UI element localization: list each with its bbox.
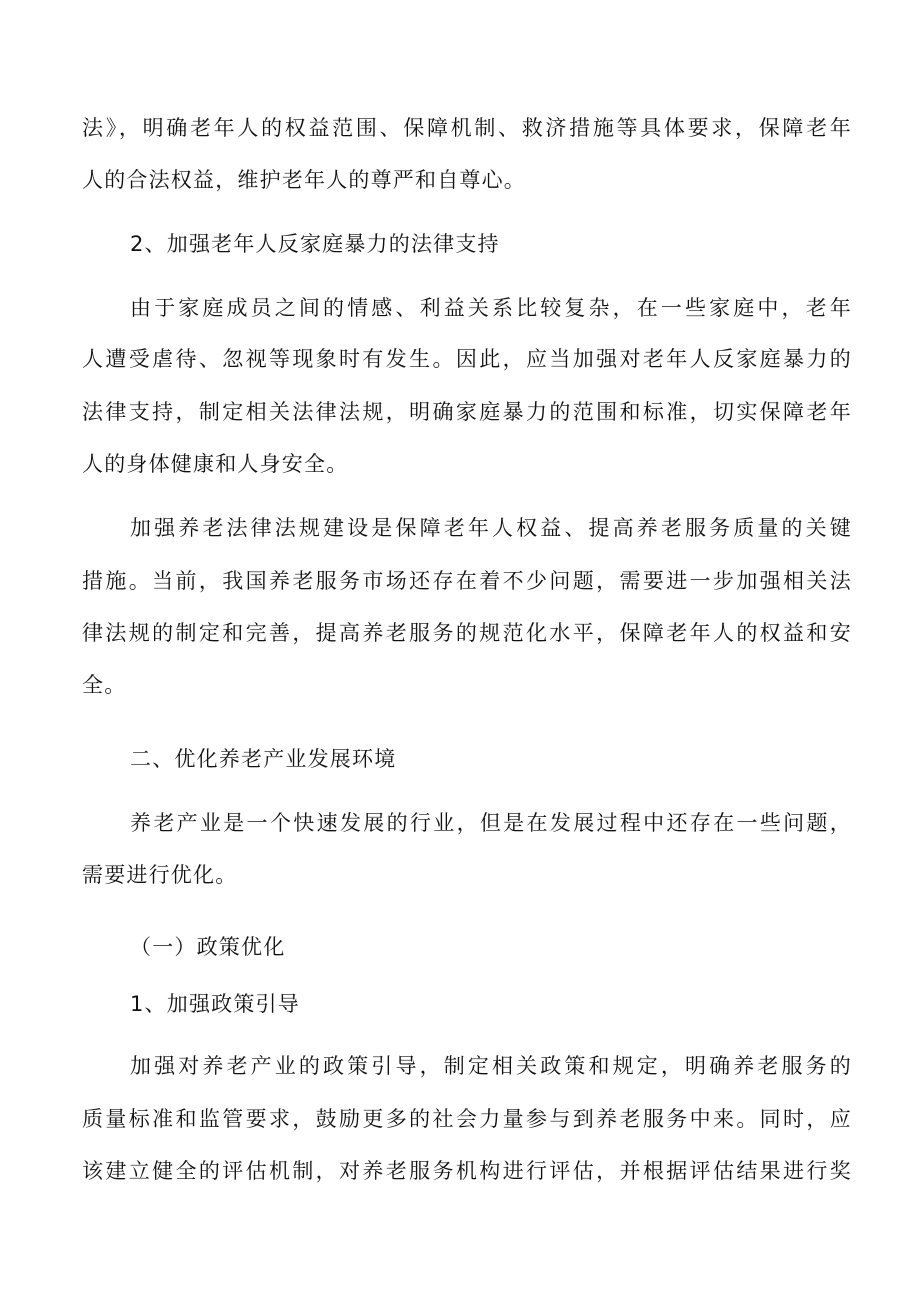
subheading: 2、加强老年人反家庭暴力的法律支持 (130, 232, 500, 256)
paragraph-line: 加强养老法律法规建设是保障老年人权益、提高养老服务质量的关键 (130, 516, 852, 540)
paragraph-line: 人遭受虐待、忽视等现象时有发生。因此，应当加强对老年人反家庭暴力的 (82, 347, 852, 371)
paragraph-line: 由于家庭成员之间的情感、利益关系比较复杂，在一些家庭中，老年 (130, 296, 852, 320)
paragraph-line: 人的合法权益，维护老年人的尊严和自尊心。 (82, 168, 526, 192)
subsection-heading: （一）政策优化 (130, 935, 286, 959)
section-heading: 二、优化养老产业发展环境 (130, 747, 397, 771)
paragraph-line: 全。 (82, 673, 127, 697)
paragraph-line: 需要进行优化。 (82, 863, 238, 887)
paragraph-line: 质量标准和监管要求，鼓励更多的社会力量参与到养老服务中来。同时，应 (82, 1107, 852, 1131)
paragraph-line: 养老产业是一个快速发展的行业，但是在发展过程中还存在一些问题， (130, 811, 852, 835)
paragraph-line: 法》，明确老年人的权益范围、保障机制、救济措施等具体要求，保障老年 (82, 116, 852, 140)
subheading: 1、加强政策引导 (130, 992, 300, 1016)
paragraph-line: 法律支持，制定相关法律法规，明确家庭暴力的范围和标准，切实保障老年 (82, 400, 852, 424)
paragraph-line: 加强对养老产业的政策引导，制定相关政策和规定，明确养老服务的 (130, 1054, 852, 1078)
paragraph-line: 律法规的制定和完善，提高养老服务的规范化水平，保障老年人的权益和安 (82, 621, 852, 645)
paragraph-line: 措施。当前，我国养老服务市场还存在着不少问题，需要进一步加强相关法 (82, 569, 852, 593)
paragraph-line: 人的身体健康和人身安全。 (82, 452, 349, 476)
paragraph-line: 该建立健全的评估机制，对养老服务机构进行评估，并根据评估结果进行奖 (82, 1159, 852, 1183)
